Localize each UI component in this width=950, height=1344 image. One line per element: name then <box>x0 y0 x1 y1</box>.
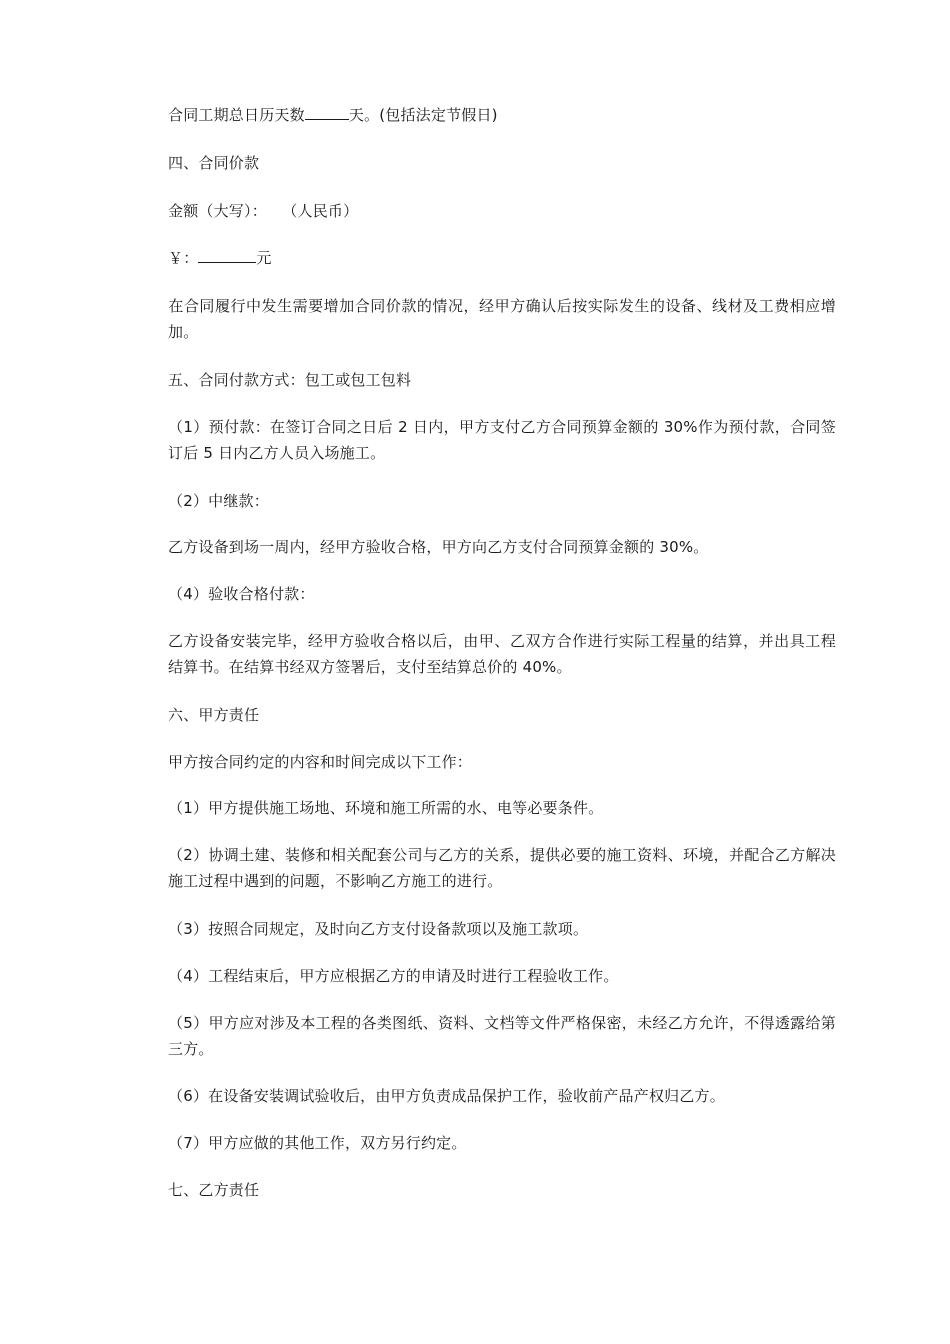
duration-suffix: 天。(包括法定节假日) <box>348 106 498 124</box>
duration-prefix: 合同工期总日历天数 <box>168 106 305 124</box>
contract-duration-line <box>168 102 836 128</box>
section-4-title: 四、合同价款 <box>168 154 260 172</box>
section-6-title: 六、甲方责任 <box>168 706 260 724</box>
yen-suffix: 元 <box>256 249 272 267</box>
price-increase-text: 在合同履行中发生需要增加合同价款的情况，经甲方确认后按实际发生的设备、线材及工费相应增加。 <box>168 297 836 341</box>
party-a-item: （4）工程结束后，甲方应根据乙方的申请及时进行工程验收工作。 <box>168 967 619 985</box>
section-5-title: 五、合同付款方式：包工或包工包料 <box>168 371 412 389</box>
party-a-item: （3）按照合同规定，及时向乙方支付设备款项以及施工款项。 <box>168 920 589 938</box>
party-a-item: （7）甲方应做的其他工作，双方另行约定。 <box>168 1134 467 1152</box>
amount-in-figures <box>168 245 836 271</box>
prepayment-paragraph: （1）预付款：在签订合同之日后 2 日内，甲方支付乙方合同预算金额的 30%作为预付款，合同签订后 5 日内乙方人员入场施工。 <box>168 418 836 462</box>
party-a-item: （1）甲方提供施工场地、环境和施工所需的水、电等必要条件。 <box>168 799 604 817</box>
party-a-item: （2）协调土建、装修和相关配套公司与乙方的关系，提供必要的施工资料、环境，并配合乙方解决施工过程中遇到的问题，不影响乙方施工的进行。 <box>168 846 836 890</box>
duration-days-blank <box>305 103 349 120</box>
amount-blank <box>198 246 256 263</box>
relay-payment-body: 乙方设备到场一周内，经甲方验收合格，甲方向乙方支付合同预算金额的 30%。 <box>168 538 709 556</box>
yen-prefix: ￥： <box>168 249 199 267</box>
party-a-item: （5）甲方应对涉及本工程的各类图纸、资料、文档等文件严格保密，未经乙方允许，不得透露给第三方。 <box>168 1014 836 1058</box>
acceptance-payment-body: 乙方设备安装完毕，经甲方验收合格以后，由甲、乙双方合作进行实际工程量的结算，并出具工程结算书。在结算书经双方签署后，支付至结算总价的 40%。 <box>168 632 836 676</box>
amount-in-words: 金额（大写）： （人民币） <box>168 202 359 220</box>
price-increase-paragraph <box>168 293 836 345</box>
acceptance-payment-title: （4）验收合格付款： <box>168 585 315 603</box>
relay-payment-title: （2）中继款： <box>168 492 269 510</box>
party-a-intro: 甲方按合同约定的内容和时间完成以下工作： <box>168 753 473 771</box>
party-a-item: （6）在设备安装调试验收后，由甲方负责成品保护工作，验收前产品产权归乙方。 <box>168 1087 725 1105</box>
section-7-title: 七、乙方责任 <box>168 1181 260 1199</box>
